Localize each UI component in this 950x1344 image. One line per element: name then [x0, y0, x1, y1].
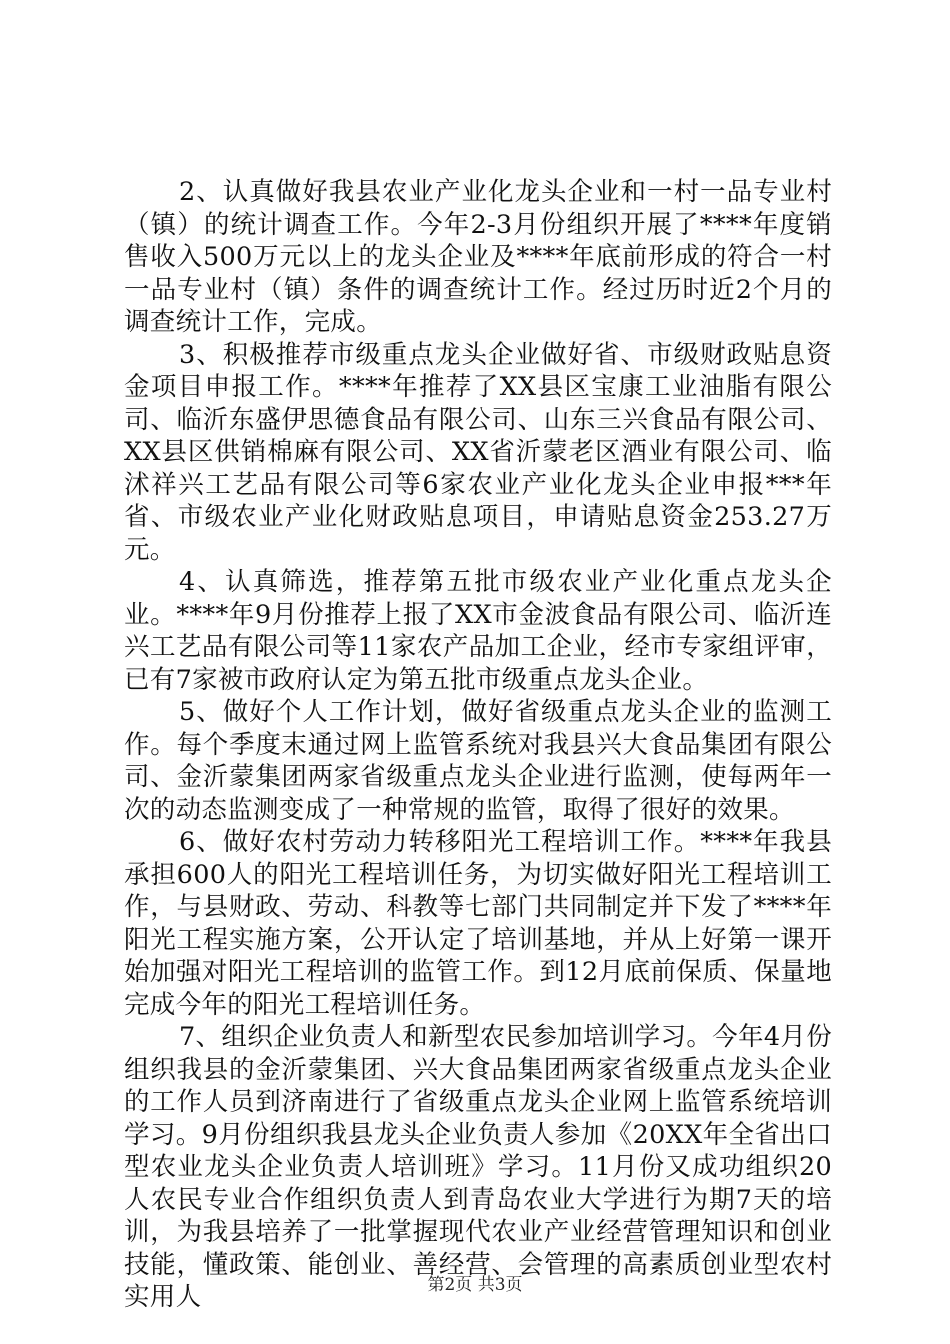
paragraph-item-7: 7、组织企业负责人和新型农民参加培训学习。今年4月份组织我县的金沂蒙集团、兴大食品集团两家省级重点龙头企业的工作人员到济南进行了省级重点龙头企业网上监管系统培训学习。9月份组织我县龙头企业负责人参加《20XX年全省出口型农业龙头企业负责人培训班》学习。11月份又成功组织20人农民专业合作组织负责人到青岛农业大学进行为期7天的培训，为我县培养了一批掌握现代农业产业经营管理知识和创业技能，懂政策、能创业、善经营、会管理的高素质创业型农村实用人 — [124, 1022, 832, 1312]
paragraph-item-5: 5、做好个人工作计划，做好省级重点龙头企业的监测工作。每个季度末通过网上监管系统对我县兴大食品集团有限公司、金沂蒙集团两家省级重点龙头企业进行监测，使每两年一次的动态监测变成了一种常规的监管，取得了很好的效果。 — [124, 697, 832, 825]
paragraph-item-4: 4、认真筛选，推荐第五批市级农业产业化重点龙头企业。****年9月份推荐上报了XX市金波食品有限公司、临沂连兴工艺品有限公司等11家农产品加工企业，经市专家组评审，已有7家被市政府认定为第五批市级重点龙头企业。 — [124, 567, 832, 695]
paragraph-item-3: 3、积极推荐市级重点龙头企业做好省、市级财政贴息资金项目申报工作。****年推荐了XX县区宝康工业油脂有限公司、临沂东盛伊思德食品有限公司、山东三兴食品有限公司、XX县区供销棉麻有限公司、XX省沂蒙老区酒业有限公司、临沭祥兴工艺品有限公司等6家农业产业化龙头企业申报***年省、市级农业产业化财政贴息项目，申请贴息资金253.27万元。 — [124, 339, 832, 565]
page-number-footer: 第2页 共3页 — [427, 1275, 523, 1295]
document-body — [124, 176, 832, 1314]
paragraph-item-2: 2、认真做好我县农业产业化龙头企业和一村一品专业村（镇）的统计调查工作。今年2-3月份组织开展了****年度销售收入500万元以上的龙头企业及****年底前形成的符合一村一品专业村（镇）条件的调查统计工作。经过历时近2个月的调查统计工作，完成。 — [124, 177, 832, 337]
paragraph-item-6: 6、做好农村劳动力转移阳光工程培训工作。****年我县承担600人的阳光工程培训任务，为切实做好阳光工程培训工作，与县财政、劳动、科教等七部门共同制定并下发了****年阳光工程实施方案，公开认定了培训基地，并从上好第一课开始加强对阳光工程培训的监管工作。到12月底前保质、保量地完成今年的阳光工程培训任务。 — [124, 827, 832, 1020]
